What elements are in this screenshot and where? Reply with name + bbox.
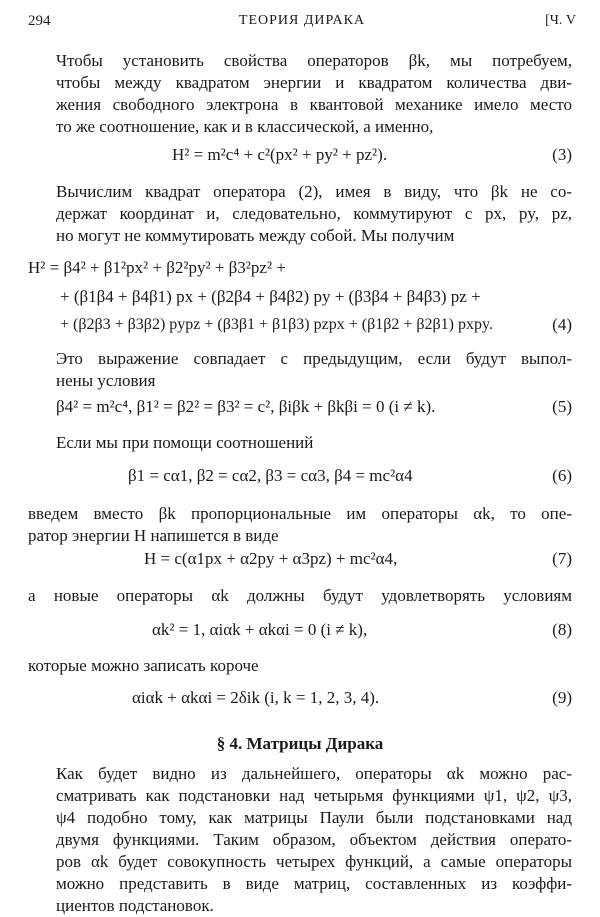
equation-number: (3): [552, 145, 572, 164]
section-heading: § 4. Матрицы Дирака: [216, 734, 384, 753]
equation-number: (8): [552, 620, 572, 639]
equation-number: (5): [552, 397, 572, 416]
equation-5: β4² = m²c⁴, β1² = β2² = β3² = c², βiβk + βkβi = 0 (i ≠ k). (5): [28, 395, 572, 419]
chapter-marker: [Ч. V: [545, 13, 576, 28]
paragraph-8: Как будет видно из дальнейшего, операторы αk можно рас- сматривать как подстановки над четырьмя функциями ψ1, ψ2, ψ3, ψ4 подобно тому, как матрицы Паули были подстановками над двумя функциями. Таким образом, объектом действия операто- ров αk будет совокупность четырех функций, а самые операторы можно представить в виде матриц, составленных из коэффи- циентов подстановок.: [56, 764, 572, 915]
equation-3: H² = m²c⁴ + c²(px² + py² + pz²). (3): [28, 143, 572, 167]
equation-number: (7): [552, 549, 572, 568]
equation-4-line-2: + (β1β4 + β4β1) px + (β2β4 + β4β2) py + (β3β4 + β4β3) pz +: [60, 287, 481, 306]
running-header: [28, 13, 576, 33]
paragraph-3: Это выражение совпадает с предыдущим, если будут выпол- нены условия: [56, 349, 572, 390]
paragraph-5: введем вместо βk пропорциональные им операторы αk, то опе- ратор энергии H напишется в виде: [28, 504, 572, 545]
equation-number: (6): [552, 466, 572, 485]
equation-4-line-3: + (β2β3 + β3β2) pypz + (β3β1 + β1β3) pzpx + (β1β2 + β2β1) pxpy. (4): [28, 313, 572, 337]
paragraph-1: Чтобы установить свойства операторов βk, мы потребуем, чтобы между квадратом энергии и квадратом количества дви- жения свободного электрона в квантовой механике имело место то же соотношение, как и в классической, а именно,: [56, 51, 572, 136]
running-title: ТЕОРИЯ ДИРАКА: [238, 13, 366, 28]
equation-6: β1 = cα1, β2 = cα2, β3 = cα3, β4 = mc²α4 (6): [28, 464, 572, 488]
paragraph-2: Вычислим квадрат оператора (2), имея в виду, что βk не со- держат координат и, следовательно, коммутируют с px, py, pz, но могут не коммутировать между собой. Мы получим: [56, 182, 572, 245]
equation-number: (4): [552, 315, 572, 334]
equation-8: αk² = 1, αiαk + αkαi = 0 (i ≠ k), (8): [28, 618, 572, 642]
equation-7: H = c(α1px + α2py + α3pz) + mc²α4, (7): [28, 547, 572, 571]
equation-number: (9): [552, 688, 572, 707]
paragraph-6: а новые операторы αk должны будут удовлетворять условиям: [28, 586, 572, 605]
equation-4-line-1: H² = β4² + β1²px² + β2²py² + β3²pz² +: [28, 258, 286, 277]
paragraph-4: Если мы при помощи соотношений: [56, 433, 314, 452]
page-number: 294: [28, 13, 51, 29]
equation-9: αiαk + αkαi = 2δik (i, k = 1, 2, 3, 4). (9): [28, 686, 572, 710]
paragraph-7: которые можно записать короче: [28, 656, 259, 675]
